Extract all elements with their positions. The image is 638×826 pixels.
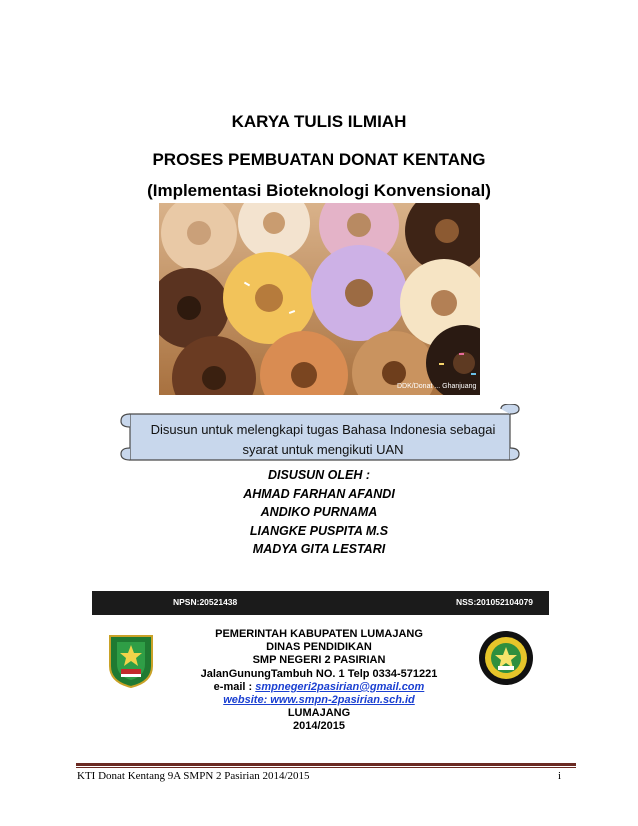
document-subtitle: (Implementasi Bioteknologi Konvensional) bbox=[147, 181, 491, 200]
email-label: e-mail : bbox=[213, 680, 256, 693]
authors-heading: DISUSUN OLEH : bbox=[267, 468, 371, 482]
footer-divider bbox=[76, 763, 576, 766]
author-name: LIANGKE PUSPITA M.S bbox=[249, 523, 389, 538]
nss-number: NSS:201052104079 bbox=[456, 597, 534, 607]
website-label: website: bbox=[223, 693, 271, 706]
department-line: DINAS PENDIDIKAN bbox=[266, 641, 372, 654]
academic-year: 2014/2015 bbox=[293, 720, 345, 733]
document-type-label: KARYA TULIS ILMIAH bbox=[231, 112, 407, 131]
author-name: AHMAD FARHAN AFANDI bbox=[243, 486, 395, 501]
school-address: JalanGunungTambuh NO. 1 Telp 0334-571221 bbox=[200, 667, 438, 680]
purpose-line-2: syarat untuk mengikuti UAN bbox=[242, 442, 404, 457]
email-line bbox=[0, 681, 638, 694]
school-letterhead bbox=[0, 628, 638, 734]
author-name: ANDIKO PURNAMA bbox=[260, 505, 378, 519]
purpose-text bbox=[136, 420, 510, 460]
image-watermark: DDK/Donat ... Ghanjuang bbox=[397, 383, 477, 390]
school-name: SMP NEGERI 2 PASIRIAN bbox=[252, 654, 386, 667]
document-title: PROSES PEMBUATAN DONAT KENTANG bbox=[152, 150, 486, 169]
website-line bbox=[0, 694, 638, 707]
donut-cover-image bbox=[159, 203, 480, 395]
purpose-line-1: Disusun untuk melengkapi tugas Bahasa Indonesia sebagai bbox=[150, 422, 496, 437]
city-line: LUMAJANG bbox=[287, 707, 351, 720]
footer-text: KTI Donat Kentang 9A SMPN 2 Pasirian 2014/2015 bbox=[77, 770, 310, 782]
page-number: i bbox=[558, 770, 562, 782]
email-link[interactable]: smpnegeri2pasirian@gmail.com bbox=[255, 680, 425, 693]
npsn-number: NPSN:20521438 bbox=[173, 597, 238, 607]
author-list bbox=[0, 466, 638, 559]
government-line: PEMERINTAH KABUPATEN LUMAJANG bbox=[215, 628, 423, 640]
footer-divider-thin bbox=[76, 767, 576, 768]
author-name: MADYA GITA LESTARI bbox=[252, 542, 386, 556]
website-link[interactable]: www.smpn-2pasirian.sch.id bbox=[270, 693, 415, 706]
